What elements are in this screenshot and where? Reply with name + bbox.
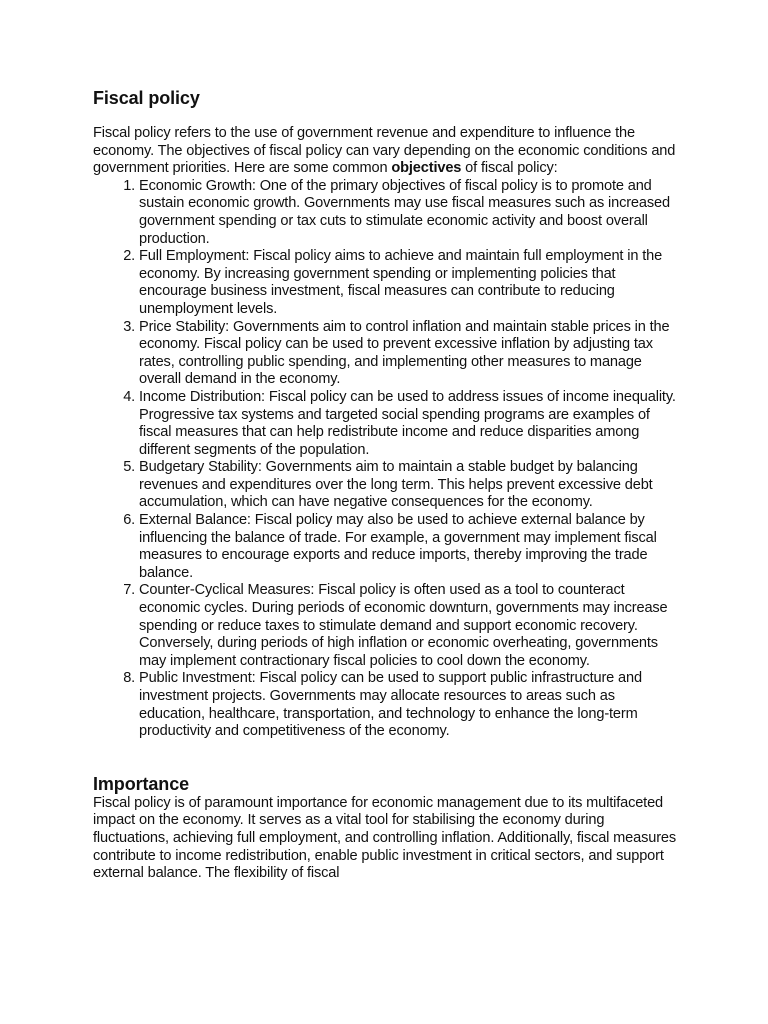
objective-item-full-employment: 2. Full Employment: Fiscal policy aims to achieve and maintain full employment in the economy. By increasing government spending or implementing policies that encourage business investment, fiscal measures can contribute to reducing unemployment levels. bbox=[139, 248, 683, 318]
importance-paragraph: Fiscal policy is of paramount importance for economic management due to its multifaceted impact on the economy. It serves as a vital tool for stabilising the economy during fluctuations, achieving full employment, and controlling inflation. Additionally, fiscal measures contribute to income redistribution, enable public investment in critical sectors, and support external balance. The flexibility of fiscal bbox=[93, 794, 677, 882]
intro-paragraph bbox=[93, 125, 683, 178]
objective-item-income-distribution: 4. Income Distribution: Fiscal policy can be used to address issues of income inequality. Progressive tax systems and targeted social spending programs are examples of fiscal measures that can help redistribute income and reduce disparities among different segments of the population. bbox=[139, 389, 683, 459]
objective-item-external-balance: 6. External Balance: Fiscal policy may also be used to achieve external balance by influencing the balance of trade. For example, a government may implement fiscal measures to encourage exports and reduce imports, thereby improving the trade balance. bbox=[139, 512, 683, 582]
intro-bold-word: objectives bbox=[391, 160, 462, 177]
objective-item-counter-cyclical-measures: 7. Counter-Cyclical Measures: Fiscal policy is often used as a tool to counteract economic cycles. During periods of economic downturn, governments may increase spending or reduce taxes to stimulate demand and support economic recovery. Conversely, during periods of high inflation or economic overheating, governments may implement contractionary fiscal policies to cool down the economy. bbox=[139, 582, 683, 670]
objective-item-economic-growth: 1. Economic Growth: One of the primary objectives of fiscal policy is to promote and sustain economic growth. Governments may use fiscal measures such as increased government spending or tax cuts to stimulate economic activity and boost overall production. bbox=[139, 178, 683, 248]
intro-text-end: of fiscal policy: bbox=[461, 160, 558, 177]
page-title: Fiscal policy bbox=[93, 88, 200, 108]
objective-item-budgetary-stability: 5. Budgetary Stability: Governments aim to maintain a stable budget by balancing revenues and expenditures over the long term. This helps prevent excessive debt accumulation, which can have negative consequences for the economy. bbox=[139, 459, 683, 512]
importance-heading: Importance bbox=[93, 773, 190, 794]
objectives-list bbox=[93, 178, 683, 741]
objective-item-public-investment: 8. Public Investment: Fiscal policy can be used to support public infrastructure and investment projects. Governments may allocate resources to areas such as education, healthcare, transportation, and technology to enhance the long-term productivity and competitiveness of the economy. bbox=[139, 670, 683, 740]
intro-text-start: Fiscal policy refers to the use of government revenue and expenditure to influence the economy. The objectives of fiscal policy can vary depending on the economic conditions and government priorities. Here are some common bbox=[93, 125, 676, 177]
objective-item-price-stability: 3. Price Stability: Governments aim to control inflation and maintain stable prices in the economy. Fiscal policy can be used to prevent excessive inflation by adjusting tax rates, controlling public spending, and implementing other measures to manage overall demand in the economy. bbox=[139, 319, 683, 389]
document-content bbox=[93, 87, 683, 883]
